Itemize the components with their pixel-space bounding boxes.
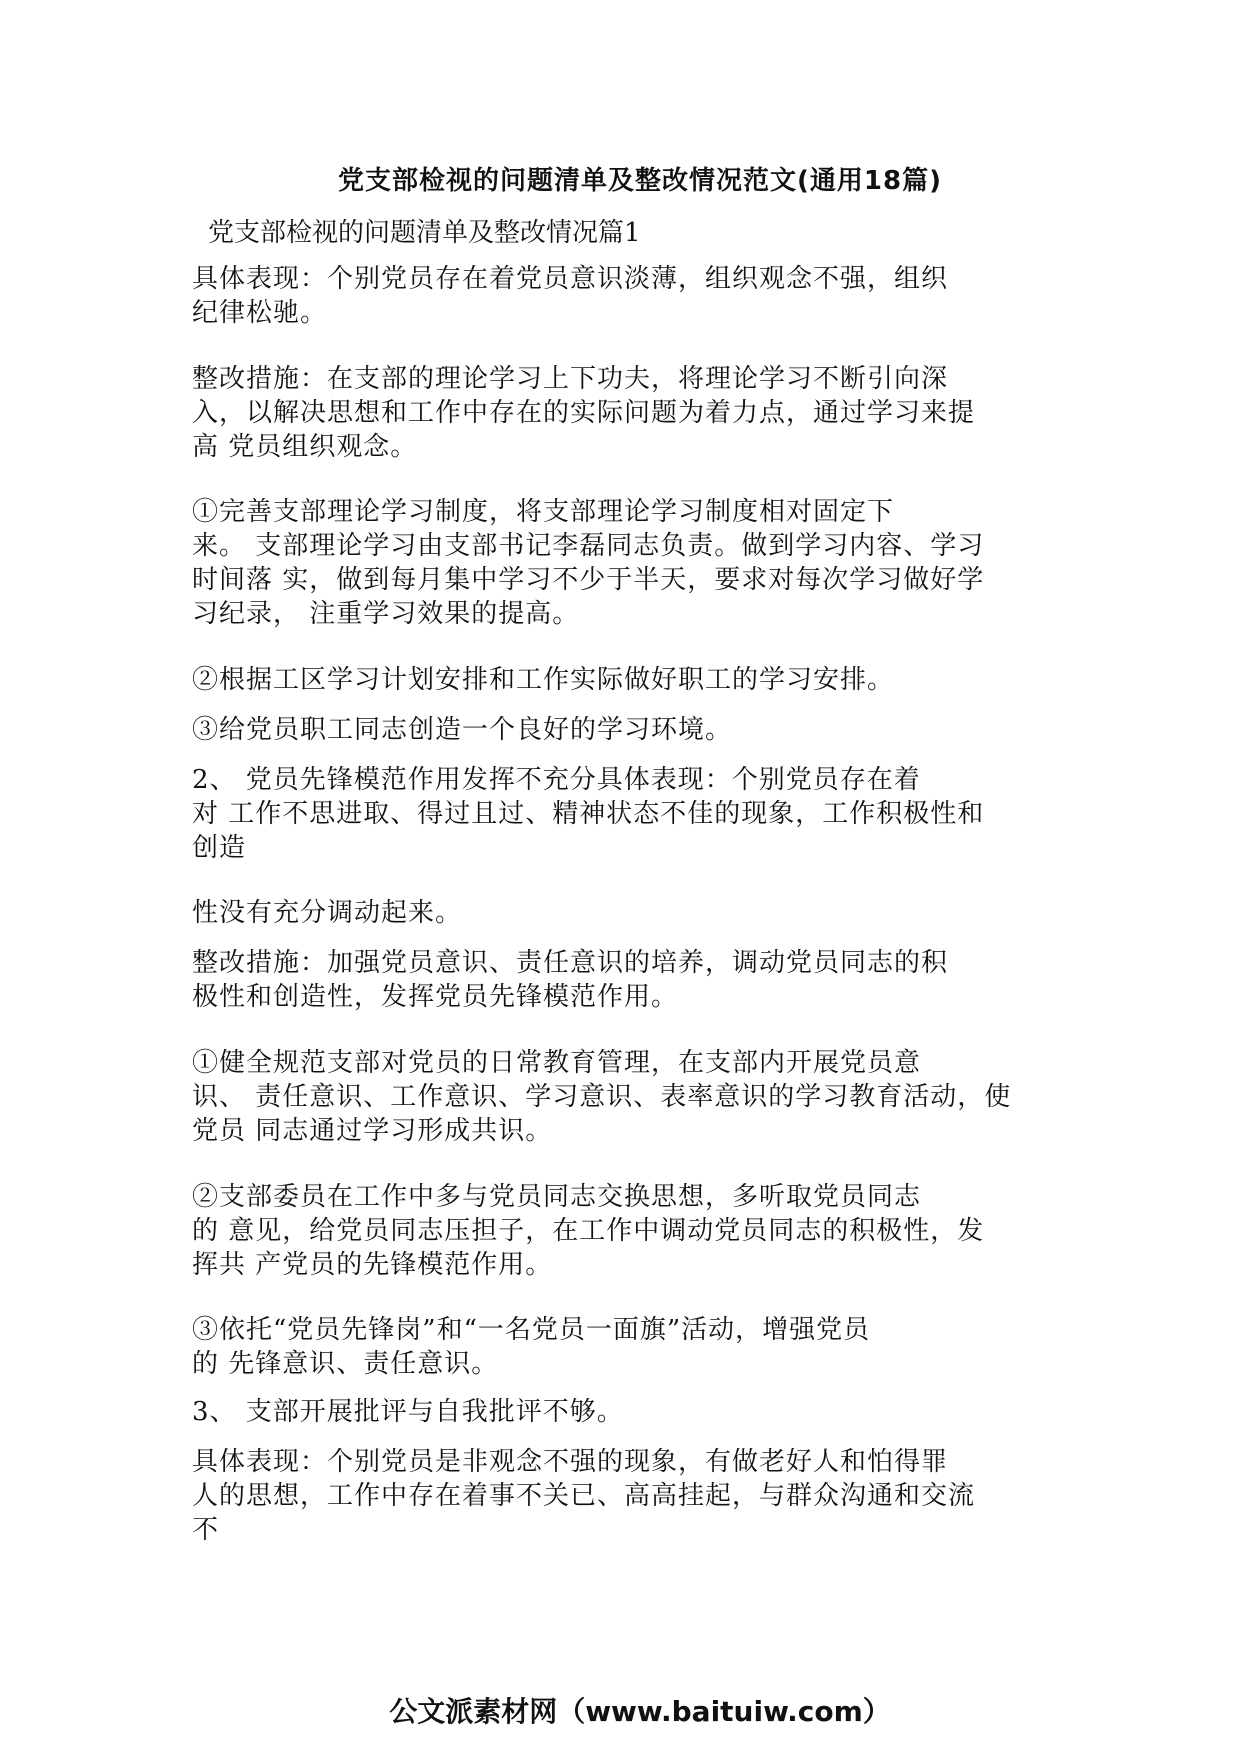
paragraph-1: 具体表现：个别党员存在着党员意识淡薄，组织观念不强，组织 纪律松驰。 — [192, 264, 949, 328]
paragraph-8: 整改措施：加强党员意识、责任意识的培养，调动党员同志的积 极性和创造性，发挥党员先锋模范作用。 — [192, 948, 949, 1012]
paragraph-12: 3、 支部开展批评与自我批评不够。 — [192, 1397, 624, 1427]
paragraph-11: ③依托“党员先锋岗”和“一名党员一面旗”活动，增强党员 的 先锋意识、责任意识。 — [192, 1315, 871, 1379]
footer-watermark: 公文派素材网（www.baituiw.com） — [389, 1695, 891, 1728]
paragraph-4: ②根据工区学习计划安排和工作实际做好职工的学习安排。 — [192, 665, 895, 695]
paragraph-13: 具体表现：个别党员是非观念不强的现象，有做老好人和怕得罪 人的思想，工作中存在着事不关已、高高挂起，与群众沟通和交流 不 — [192, 1447, 976, 1545]
paragraph-3: ①完善支部理论学习制度，将支部理论学习制度相对固定下 来。 支部理论学习由支部书记李磊同志负责。做到学习内容、学习 时间落 实，做到每月集中学习不少于半天，要求对每次学习做好学 习纪录， 注重学习效果的提高。 — [192, 497, 985, 629]
paragraph-6: 2、 党员先锋模范作用发挥不充分具体表现：个别党员存在着 对 工作不思进取、得过且过、精神状态不佳的现象，工作积极性和 创造 — [192, 765, 985, 863]
paragraph-5: ③给党员职工同志创造一个良好的学习环境。 — [192, 715, 733, 745]
paragraph-2: 整改措施：在支部的理论学习上下功夫，将理论学习不断引向深 入，以解决思想和工作中存在的实际问题为着力点，通过学习来提 高 党员组织观念。 — [192, 364, 976, 462]
paragraph-10: ②支部委员在工作中多与党员同志交换思想，多听取党员同志 的 意见，给党员同志压担子，在工作中调动党员同志的积极性，发 挥共 产党员的先锋模范作用。 — [192, 1182, 985, 1280]
document-title: 党支部检视的问题清单及整改情况范文(通用18篇) — [338, 166, 942, 196]
paragraph-7: 性没有充分调动起来。 — [192, 898, 463, 928]
paragraph-9: ①健全规范支部对党员的日常教育管理，在支部内开展党员意 识、 责任意识、工作意识、学习意识、表率意识的学习教育活动，使 党员 同志通过学习形成共识。 — [192, 1048, 1012, 1146]
section-heading: 党支部检视的问题清单及整改情况篇1 — [208, 218, 641, 248]
